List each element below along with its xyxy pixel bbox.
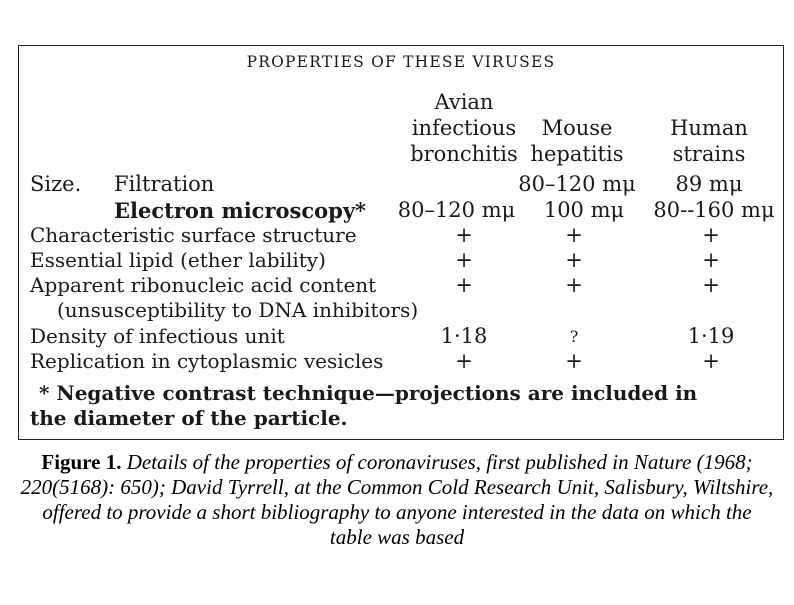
- cell-density-mouse: ?: [569, 327, 579, 346]
- cell-surface-avian: +: [455, 223, 473, 247]
- cell-rna-mouse: +: [565, 273, 583, 297]
- cell-lipid-avian: +: [455, 248, 473, 272]
- row-label-replication: Replication in cytoplasmic vesicles: [30, 349, 384, 373]
- properties-table: [18, 45, 784, 440]
- cell-filtration-human: 89 mμ: [675, 172, 743, 196]
- cell-replication-human: +: [702, 349, 720, 373]
- col-header-avian: Avian infectious bronchitis: [410, 90, 518, 166]
- footnote-line-1: * Negative contrast technique—projections are included in: [39, 381, 698, 405]
- caption-text: Details of the properties of coronaviruses, first published in Nature (1968; 220(5168): 650); David Tyrrell, at the Common Cold Research Unit, Salisbury, Wiltshire, offered to provide a short bibliography to anyone interested in the data on which the table was based: [20, 450, 774, 549]
- col-header-mouse: Mouse hepatitis: [530, 116, 624, 166]
- cell-replication-avian: +: [455, 349, 473, 373]
- cell-electron-human: 80--160 mμ: [653, 198, 775, 222]
- row-label-rna: Apparent ribonucleic acid content: [30, 273, 377, 297]
- footnote-line-2: the diameter of the particle.: [30, 406, 348, 430]
- cell-surface-mouse: +: [565, 223, 583, 247]
- row-label-electron: Electron microscopy*: [114, 198, 367, 223]
- figure-caption: [20, 450, 774, 550]
- caption-label: Figure 1.: [41, 450, 122, 474]
- cell-lipid-human: +: [702, 248, 720, 272]
- table-title: PROPERTIES OF THESE VIRUSES: [246, 53, 556, 71]
- row-label-filtration: Filtration: [114, 172, 215, 196]
- cell-surface-human: +: [702, 223, 720, 247]
- row-label-density: Density of infectious unit: [30, 324, 285, 348]
- cell-density-avian: 1·18: [440, 324, 488, 348]
- cell-rna-avian: +: [455, 273, 473, 297]
- cell-filtration-mouse: 80–120 mμ: [518, 172, 636, 196]
- cell-density-human: 1·19: [687, 324, 735, 348]
- size-label: Size.: [30, 172, 82, 196]
- cell-replication-mouse: +: [565, 349, 583, 373]
- col-header-human: Human strains: [670, 116, 748, 166]
- row-label-surface: Characteristic surface structure: [30, 223, 357, 247]
- cell-electron-avian: 80–120 mμ: [397, 198, 516, 222]
- cell-electron-mouse: 100 mμ: [543, 198, 625, 222]
- cell-rna-human: +: [702, 273, 720, 297]
- row-label-lipid: Essential lipid (ether lability): [30, 248, 326, 272]
- cell-lipid-mouse: +: [565, 248, 583, 272]
- row-label-rna-note: (unsusceptibility to DNA inhibitors): [57, 298, 419, 322]
